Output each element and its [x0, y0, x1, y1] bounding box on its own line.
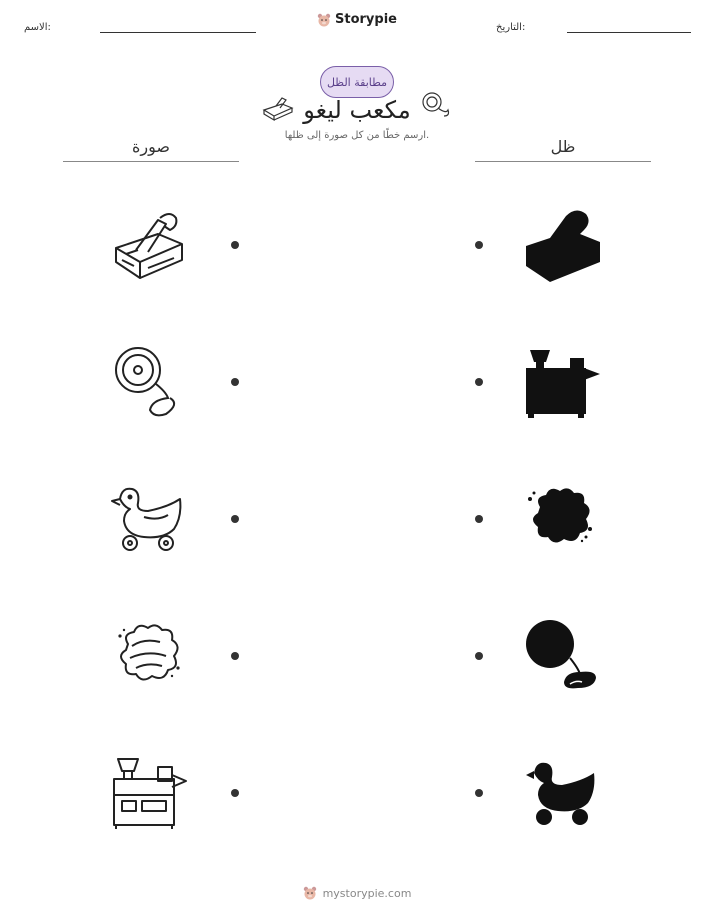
match-dot-picture[interactable] [231, 515, 239, 523]
column-heading-picture: صورة [132, 137, 170, 156]
shadow-wood-plane [520, 204, 604, 288]
machine-shadow-icon [520, 340, 604, 424]
match-dot-shadow[interactable] [475, 241, 483, 249]
activity-badge: مطابقة الظل [320, 66, 394, 98]
date-line[interactable] [567, 32, 691, 33]
footer-link[interactable]: mystorypie.com [322, 886, 412, 900]
picture-yoyo [108, 340, 192, 424]
yoyo-shadow-icon [520, 614, 604, 698]
shadow-duck-toy [520, 751, 604, 835]
yoyo-icon [108, 340, 192, 424]
name-label: الاسم: [24, 22, 51, 33]
date-label: التاريخ: [496, 22, 526, 33]
page-title: مكعب ليغو [303, 96, 411, 124]
splat-icon [108, 614, 192, 698]
picture-splat [108, 614, 192, 698]
brand-name: Storypie [335, 12, 397, 27]
wood-plane-icon [262, 92, 294, 122]
picture-wood-plane [108, 204, 192, 288]
match-dot-shadow[interactable] [475, 652, 483, 660]
splat-shadow-icon [520, 477, 604, 561]
shadow-machine [520, 340, 604, 424]
instructions: ارسم خطًا من كل صورة إلى ظلها. [284, 130, 430, 141]
shadow-splat [520, 477, 604, 561]
name-line[interactable] [100, 32, 256, 33]
column-heading-shadow: ظل [550, 137, 576, 156]
match-dot-shadow[interactable] [475, 378, 483, 386]
match-dot-shadow[interactable] [475, 789, 483, 797]
yoyo-icon [420, 90, 452, 120]
column-divider-picture [63, 161, 239, 162]
match-dot-picture[interactable] [231, 378, 239, 386]
wood-plane-icon [108, 204, 192, 288]
footer [0, 886, 714, 900]
brand-logo [0, 12, 714, 27]
bear-logo-icon [317, 13, 331, 27]
machine-icon [108, 751, 192, 835]
match-dot-picture[interactable] [231, 789, 239, 797]
bear-logo-icon [303, 886, 317, 900]
wood-plane-shadow-icon [520, 204, 604, 288]
column-divider-shadow [475, 161, 651, 162]
duck-toy-icon [108, 477, 192, 561]
picture-machine [108, 751, 192, 835]
shadow-yoyo [520, 614, 604, 698]
duck-toy-shadow-icon [520, 751, 604, 835]
picture-duck-toy [108, 477, 192, 561]
match-dot-picture[interactable] [231, 652, 239, 660]
match-dot-shadow[interactable] [475, 515, 483, 523]
match-dot-picture[interactable] [231, 241, 239, 249]
